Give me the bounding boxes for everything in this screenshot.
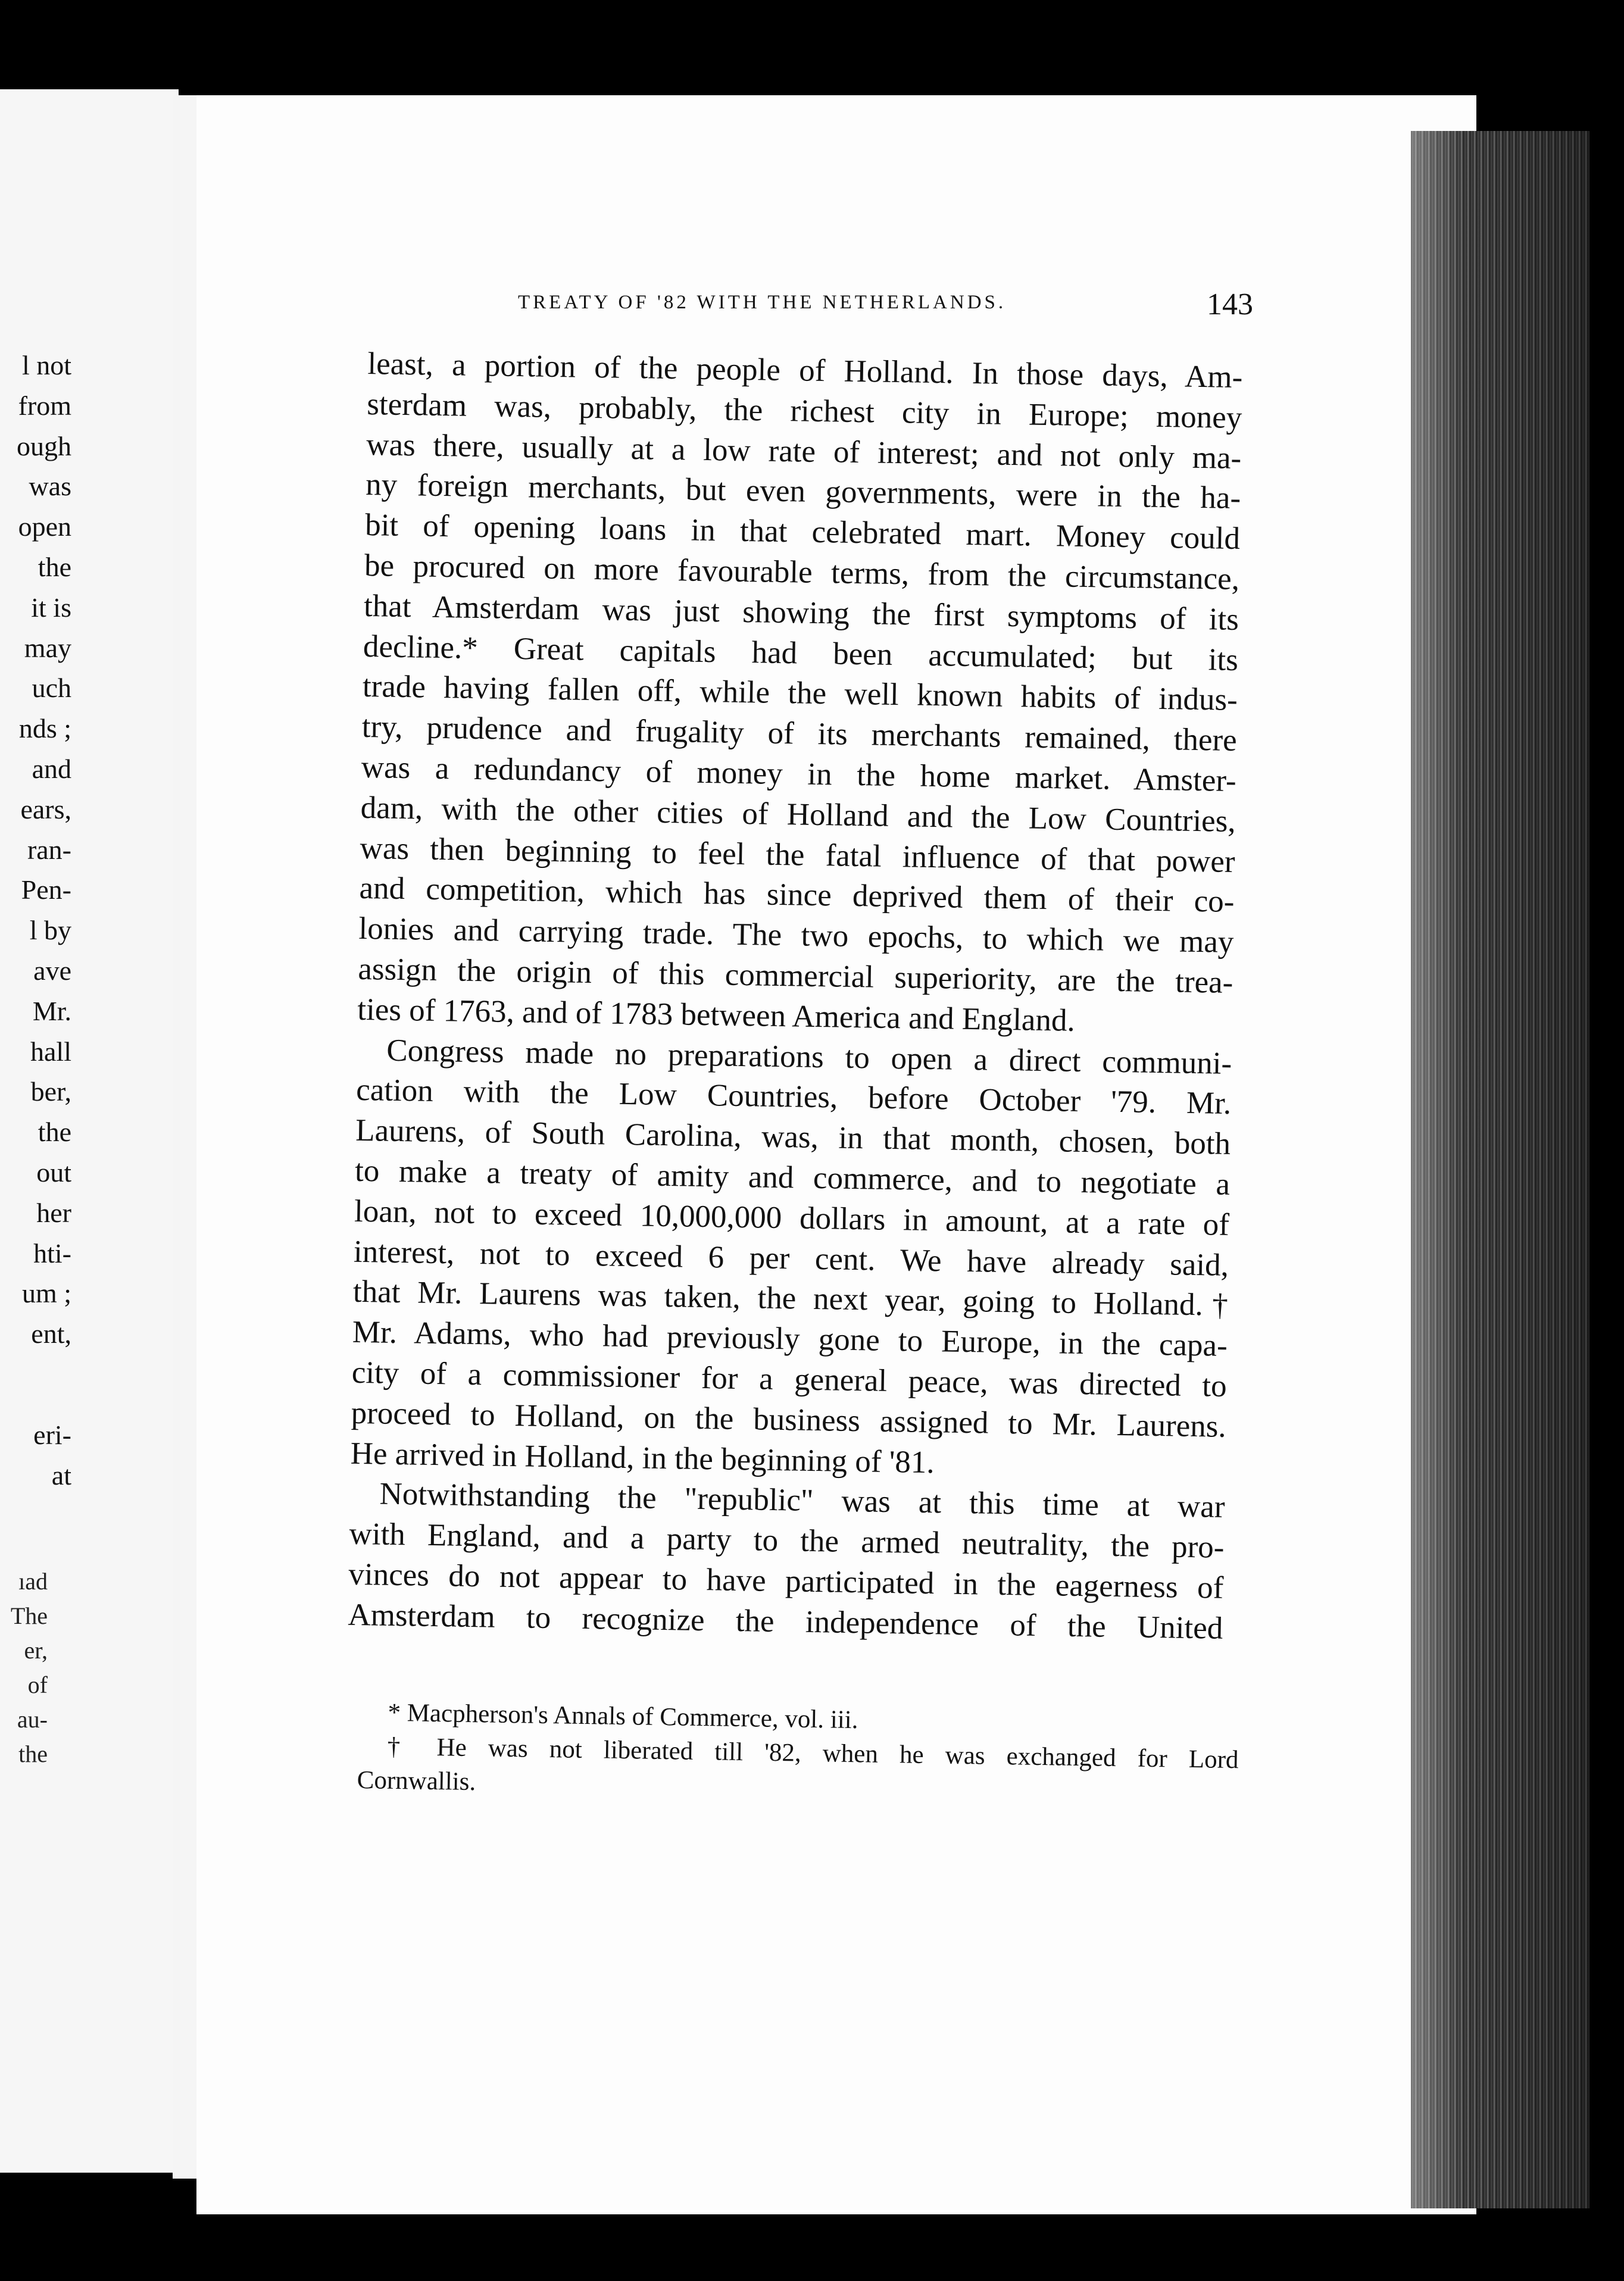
text-line: that Amsterdam was just showing the first symptoms of its [363,588,1239,637]
paragraph-gap [0,1354,71,1415]
text-line: decline.* Great capitals had been accumulated; but its [363,629,1239,677]
text-line: cation with the Low Countries, before October '79. Mr. [355,1073,1232,1121]
text-line: Notwithstanding the "republic" was at this time at war [379,1476,1225,1525]
left-fragment: eri- [33,1419,71,1450]
text-line: Amsterdam to recognize the independence of the United [348,1597,1223,1646]
left-page-text-fragments [0,345,71,1496]
text-line: sterdam was, probably, the richest city in Europe; money [366,386,1242,435]
text-line: vinces do not appear to have participated in the eagerness of [348,1557,1224,1605]
text-line: with England, and a party to the armed neutrality, the pro- [349,1516,1225,1565]
footnote-continuation: Cornwallis. [357,1766,476,1796]
left-fragment: nds ; [18,713,71,744]
left-fragment: her [36,1197,71,1228]
left-fragment: l not [21,350,71,380]
left-fragment: ough [17,430,71,461]
left-fragment: ears, [20,793,71,824]
left-note-fragment: the [18,1741,48,1767]
left-fragment: it is [31,592,71,623]
text-line: Mr. Adams, who had previously gone to Europe, in the capa- [352,1314,1228,1364]
left-fragment: l by [29,915,71,946]
left-fragment: from [18,390,71,421]
text-line: proceed to Holland, on the business assigned to Mr. Laurens. [351,1395,1227,1444]
text-line: Laurens, of South Carolina, was, in that month, chosen, both [355,1113,1231,1162]
left-fragment: ber, [30,1076,71,1107]
text-line: that Mr. Laurens was taken, the next year, going to Holland.† [352,1274,1229,1323]
footnote: * Macpherson's Annals of Commerce, vol. iii. [388,1698,858,1735]
text-line: was then beginning to feel the fatal influence of that power [360,830,1235,879]
text-line: lonies and carrying trade. The two epochs, to which we may [358,911,1234,960]
left-note-fragment: of [27,1671,48,1698]
text-line: trade having fallen off, while the well known habits of indus- [362,669,1238,718]
left-fragment: Mr. [32,995,71,1026]
left-fragment: at [51,1460,71,1491]
running-head: TREATY OF '82 WITH THE NETHERLANDS. [518,292,1007,313]
page-number: 143 [1207,288,1253,321]
left-fragment: ran- [27,834,71,865]
text-line: ties of 1763, and of 1783 between America and England. [357,992,1076,1038]
text-line: and competition, which has since deprived them of their co- [359,871,1235,920]
left-note-fragment: er, [24,1637,48,1664]
left-fragment: um ; [21,1278,71,1309]
text-line: dam, with the other cities of Holland and the Low Countries, [360,790,1236,839]
text-line: to make a treaty of amity and commerce, and to negotiate a [354,1153,1231,1202]
text-line: was a redundancy of money in the home market. Amster- [361,749,1237,798]
left-fragment: out [36,1157,71,1188]
text-line: He arrived in Holland, in the beginning of '81. [350,1436,935,1480]
text-line: interest, not to exceed 6 per cent. We have already said, [353,1234,1229,1283]
left-fragment: the [38,551,71,582]
left-fragment: ave [33,955,71,986]
left-fragment: uch [32,673,71,704]
text-line: try, prudence and frugality of its merchants remained, there [361,710,1238,758]
left-page-footnote-fragments [0,1564,48,1771]
left-fragment: hall [30,1036,71,1067]
footnotes [357,1695,1239,1811]
footnote: † He was not liberated till '82, when he was exchanged for Lord [387,1732,1239,1774]
text-line: ny foreign merchants, but even governments, were in the ha- [365,467,1241,516]
text-line: city of a commissioner for a general peace, was directed to [351,1355,1228,1404]
left-fragment: was [29,471,71,502]
left-fragment: ent, [31,1318,71,1349]
left-fragment: the [38,1117,71,1148]
text-line: least, a portion of the people of Holland. In those days, Am- [367,346,1243,395]
text-line: be procured on more favourable terms, from the circumstance, [364,548,1240,597]
body-text [348,344,1243,1649]
left-note-fragment: au- [17,1706,48,1733]
text-line: assign the origin of this commercial superiority, are the trea- [358,951,1233,1000]
text-line: bit of opening loans in that celebrated mart. Money could [364,508,1241,557]
left-fragment: Pen- [21,874,71,905]
left-fragment: may [24,632,71,663]
left-fragment: open [18,511,71,542]
page-edge-shade [1411,131,1589,2208]
left-fragment: and [32,753,71,784]
left-note-fragment: ıad [18,1568,48,1595]
left-note-fragment: The [10,1602,48,1629]
left-fragment: hti- [33,1238,71,1268]
text-line: loan, not to exceed 10,000,000 dollars in amount, at a rate of [354,1193,1230,1242]
text-line: Congress made no preparations to open a direct communi- [386,1033,1232,1081]
text-line: was there, usually at a low rate of interest; and not only ma- [366,427,1242,476]
